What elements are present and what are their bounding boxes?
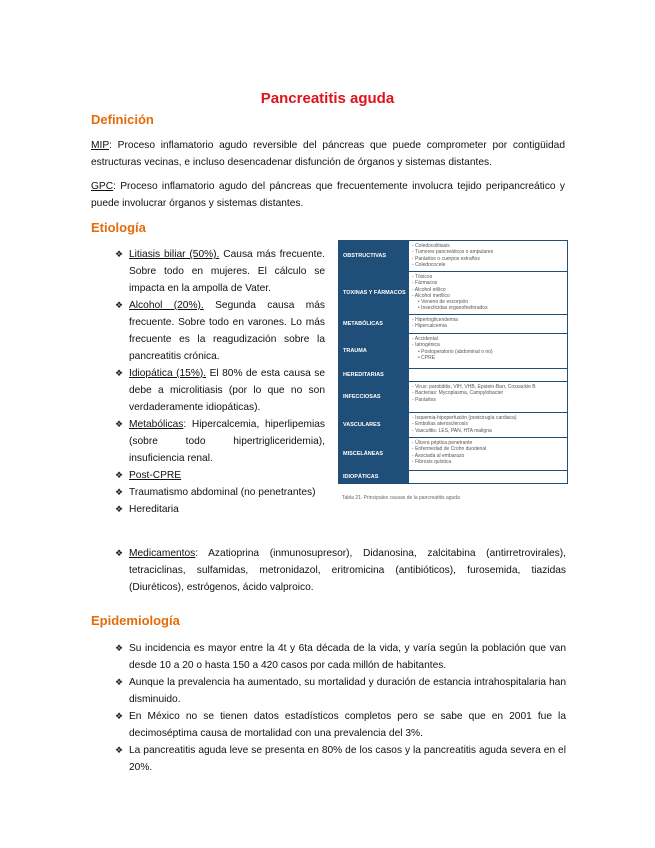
epidemiologia-item-text: Aunque la prevalencia ha aumentado, su mortalidad y duración de estancia intrahospitalaria han disminuido. xyxy=(129,677,566,705)
table-cell-item: • CPRE xyxy=(412,355,564,361)
table-row xyxy=(339,333,567,368)
table-cell-item: - Parásitos o cuerpos extraños xyxy=(412,256,564,262)
etiologia-item-text: El 80% de esta causa se debe a microlitiasis (por lo que no son verdaderamente idiopáticas). xyxy=(129,368,325,413)
table-cell xyxy=(409,382,567,412)
table-row xyxy=(339,381,567,412)
heading-etiologia: Etiología xyxy=(91,220,146,235)
table-category: METABÓLICAS xyxy=(339,315,409,333)
mip-label: MIP xyxy=(91,140,110,151)
list-item xyxy=(115,742,566,776)
table-row xyxy=(339,437,567,470)
table-cell xyxy=(409,471,567,483)
diamond-bullet-icon: ❖ xyxy=(115,487,124,497)
diamond-bullet-icon: ❖ xyxy=(115,419,124,429)
table-cell xyxy=(409,334,567,368)
table-cell-item: - Embolias aterosclerosis xyxy=(412,421,564,427)
etiologia-list xyxy=(115,246,325,518)
list-item xyxy=(115,416,325,467)
table-cell-item: - Fármacos xyxy=(412,280,564,286)
definition-gpc xyxy=(91,178,565,212)
etiologia-item-text: Hereditaria xyxy=(129,504,179,515)
page-title: Pancreatitis aguda xyxy=(260,90,395,107)
diamond-bullet-icon: ❖ xyxy=(115,300,124,310)
list-item xyxy=(115,674,566,708)
epidemiologia-item-text: La pancreatitis aguda leve se presenta en 80% de los casos y la pancreatitis aguda severa en el 20%. xyxy=(129,745,566,773)
table-cell-item: - Úlcera péptica penetrante xyxy=(412,440,564,446)
table-caption: Tabla 21. Principales causas de la pancreatitis aguda xyxy=(342,495,460,501)
table-cell-item: - Tumores pancreáticos o ampulares xyxy=(412,249,564,255)
etiologia-item-label: Idiopática (15%). xyxy=(129,368,207,379)
table-row xyxy=(339,470,567,483)
table-category: HEREDITARIAS xyxy=(339,369,409,381)
epidemiologia-item-text: Su incidencia es mayor entre la 4t y 6ta década de la vida, y varía según la población que van desde 10 a 20 o hasta 150 a 420 casos por cada millón de habitantes. xyxy=(129,643,566,671)
list-item xyxy=(115,545,566,596)
table-category: VASCULARES xyxy=(339,413,409,437)
table-cell-item: - Isquemia-hipoperfusión (postcirugía cardiaca) xyxy=(412,415,564,421)
table-cell xyxy=(409,438,567,470)
epidemiologia-list xyxy=(115,640,566,776)
table-cell-item: - Alcohol etílico xyxy=(412,287,564,293)
table-cell-item: - Iatrogénica xyxy=(412,342,564,348)
table-cell-item: - Virus: parotiditis, VIH, VHB, Epstein-Barr, Coxsackie B xyxy=(412,384,564,390)
table-cell-item: • Postoperatorio (abdominal o no) xyxy=(412,349,564,355)
table-cell-item: - Vasculitis: LES, PAN, HTA maligna xyxy=(412,428,564,434)
table-cell xyxy=(409,241,567,271)
definition-mip xyxy=(91,137,565,171)
table-cell xyxy=(409,272,567,314)
diamond-bullet-icon: ❖ xyxy=(115,470,124,480)
table-category: INFECCIOSAS xyxy=(339,382,409,412)
table-row xyxy=(339,412,567,437)
table-row xyxy=(339,241,567,271)
list-item xyxy=(115,484,325,501)
table-cell-item: - Parásitos xyxy=(412,397,564,403)
table-cell-item: - Bacterias: Mycoplasma, Campylobacter xyxy=(412,390,564,396)
table-cell xyxy=(409,413,567,437)
etiologia-item-label: Litiasis biliar (50%). xyxy=(129,249,220,260)
table-cell-item: - Fibrosis quística xyxy=(412,459,564,465)
medicamentos-label: Medicamentos xyxy=(129,548,196,559)
gpc-text: : Proceso inflamatorio agudo del páncreas que frecuentemente involucra tejido peripancreático y puede involucrar órganos y sistemas distantes. xyxy=(91,181,565,209)
table-category: TRAUMA xyxy=(339,334,409,368)
diamond-bullet-icon: ❖ xyxy=(115,504,124,514)
etiologia-item-label: Alcohol (20%). xyxy=(129,300,204,311)
heading-epidemiologia: Epidemiología xyxy=(91,613,180,628)
table-cell-item: • Veneno de escorpión xyxy=(412,299,564,305)
table-category: OBSTRUCTIVAS xyxy=(339,241,409,271)
list-item xyxy=(115,708,566,742)
list-item xyxy=(115,365,325,416)
mip-text: : Proceso inflamatorio agudo reversible del páncreas que puede comprometer por contigüidad estructuras vecinas, e incluso desencadenar disfunción de órganos y sistemas distantes. xyxy=(91,140,565,168)
list-item xyxy=(115,501,325,518)
list-item xyxy=(115,640,566,674)
etiologia-item-label: Post-CPRE xyxy=(129,470,182,481)
diamond-bullet-icon: ❖ xyxy=(115,368,124,378)
table-cell-item: - Alcohol metílico xyxy=(412,293,564,299)
epidemiologia-item-text: En México no se tienen datos estadísticos completos pero se sabe que en 2001 fue la decimoséptima causa de mortalidad con una prevalencia del 3%. xyxy=(129,711,566,739)
table-category: IDIOPÁTICAS xyxy=(339,471,409,483)
etiologia-item-text: Causa más frecuente. Sobre todo en mujeres. El cálculo se impacta en la ampolla de Vater. xyxy=(129,249,325,294)
table-cell-item: - Tóxicos xyxy=(412,274,564,280)
table-cell-item: - Accidental xyxy=(412,336,564,342)
table-cell-item: - Hipercalcemia xyxy=(412,323,564,329)
medicamentos-text: : Azatioprina (inmunosupresor), Didanosina, zalcitabina (antirretrovirales), tetraciclinas, sulfamidas, metronidazol, eritromicina (antibióticos), furosemida, tiazidas (Diuréticos), estrógenos, ácido valproico. xyxy=(129,548,566,593)
table-cell-item: • Insecticidas organofosforados xyxy=(412,305,564,311)
table-row xyxy=(339,368,567,381)
table-category: MISCELÁNEAS xyxy=(339,438,409,470)
etiologia-item-text: : Hipercalcemia, hiperlipemias (sobre todo hipertrigliceridemia), insuficiencia renal. xyxy=(129,419,325,464)
diamond-bullet-icon: ❖ xyxy=(115,745,124,755)
table-cell xyxy=(409,315,567,333)
medicamentos-list xyxy=(115,545,566,596)
diamond-bullet-icon: ❖ xyxy=(115,643,124,653)
list-item xyxy=(115,246,325,297)
diamond-bullet-icon: ❖ xyxy=(115,677,124,687)
table-cell-item: - Coledocolitiasis xyxy=(412,243,564,249)
list-item xyxy=(115,467,325,484)
list-item xyxy=(115,297,325,365)
table-cell-item: - Enfermedad de Crohn duodenal xyxy=(412,446,564,452)
diamond-bullet-icon: ❖ xyxy=(115,711,124,721)
etiologia-item-label: Metabólicas xyxy=(129,419,184,430)
etiologia-item-text: Traumatismo abdominal (no penetrantes) xyxy=(129,487,316,498)
table-cell-item: - Coledococele xyxy=(412,262,564,268)
table-category: TOXINAS Y FÁRMACOS xyxy=(339,272,409,314)
heading-definicion: Definición xyxy=(91,112,154,127)
table-row xyxy=(339,314,567,333)
diamond-bullet-icon: ❖ xyxy=(115,548,124,558)
causes-table xyxy=(338,240,568,484)
table-cell-item: - Asociada al embarazo xyxy=(412,453,564,459)
gpc-label: GPC xyxy=(91,181,114,192)
table-cell-item: - Hipertrigliceridemia xyxy=(412,317,564,323)
table-row xyxy=(339,271,567,314)
etiologia-item-text: Segunda causa más frecuente. Sobre todo en varones. Lo más frecuente es la reagudización sobre la pancreatitis crónica. xyxy=(129,300,326,362)
diamond-bullet-icon: ❖ xyxy=(115,249,124,259)
table-cell xyxy=(409,369,567,381)
